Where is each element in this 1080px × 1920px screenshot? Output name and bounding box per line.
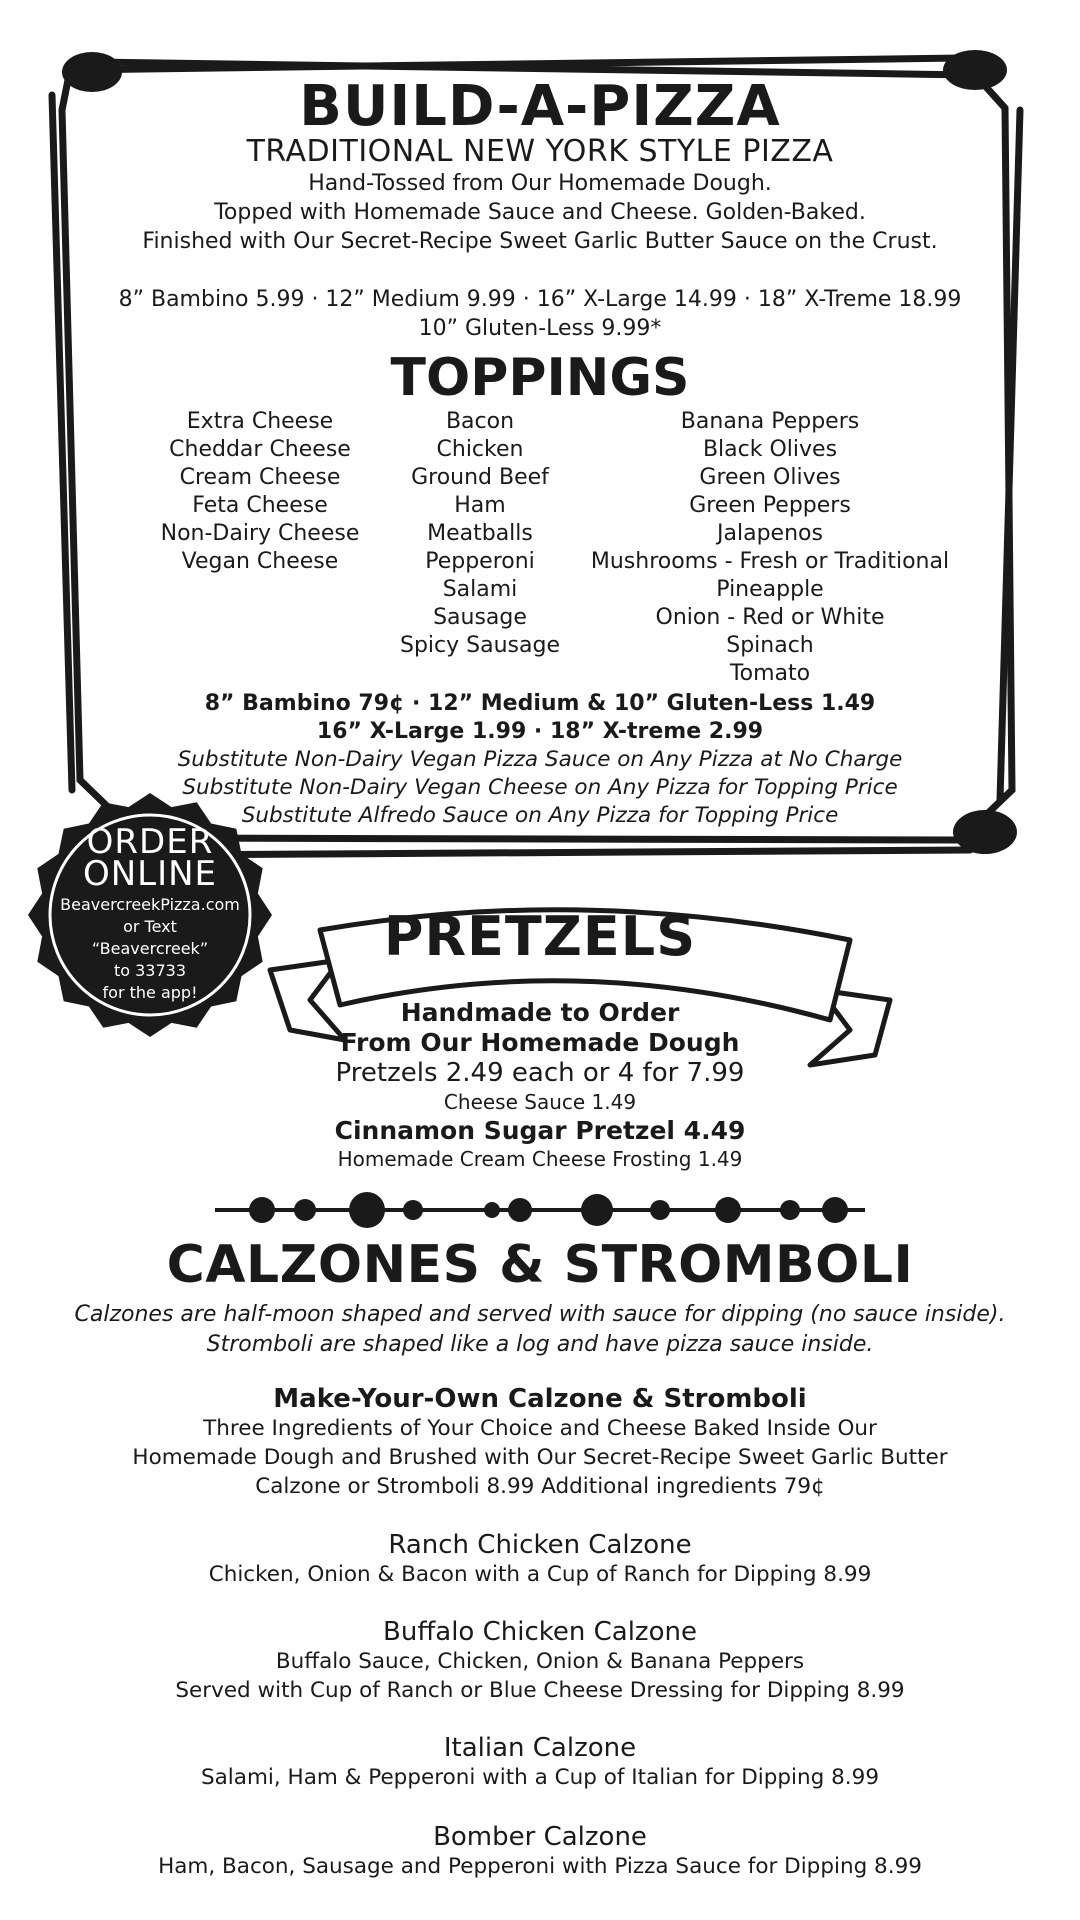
- calzone-item-name: Italian Calzone: [443, 1733, 637, 1763]
- pizza-subtitle: TRADITIONAL NEW YORK STYLE PIZZA: [246, 134, 834, 169]
- toppings-title: TOPPINGS: [390, 348, 690, 408]
- topping-item: Ground Beef: [411, 465, 549, 490]
- pretzel-line: Handmade to Order: [400, 998, 680, 1027]
- calzone-item-desc: Buffalo Sauce, Chicken, Onion & Banana Peppers: [275, 1649, 805, 1674]
- pizza-title: BUILD-A-PIZZA: [299, 74, 781, 139]
- calzone-item-desc: Homemade Dough and Brushed with Our Secret-Recipe Sweet Garlic Butter: [132, 1445, 948, 1470]
- calzone-item-bomber: [0, 1822, 1080, 1881]
- badge-keyword: “Beavercreek”: [91, 939, 209, 958]
- pretzels-title: PRETZELS: [383, 905, 697, 968]
- topping-item: Pineapple: [716, 577, 824, 602]
- calzone-item-italian: [0, 1733, 1080, 1792]
- pizza-sizes-line: 8” Bambino 5.99 · 12” Medium 9.99 · 16” X-Large 14.99 · 18” X-Treme 18.99: [118, 287, 962, 312]
- topping-item: Feta Cheese: [192, 493, 328, 518]
- toppings-meat-column: [380, 408, 580, 660]
- topping-prices: [0, 690, 1080, 746]
- topping-item: Spicy Sausage: [400, 633, 560, 658]
- topping-item: Extra Cheese: [186, 409, 334, 434]
- topping-item: Sausage: [433, 605, 527, 630]
- topping-item: Jalapenos: [717, 521, 823, 546]
- pizza-desc-line: Finished with Our Secret-Recipe Sweet Garlic Butter Sauce on the Crust.: [142, 229, 938, 254]
- toppings-veggie-column: [580, 408, 960, 688]
- topping-item: Ham: [454, 493, 506, 518]
- badge-online: ONLINE: [82, 854, 218, 894]
- topping-price-line: 8” Bambino 79¢ · 12” Medium & 10” Gluten-Less 1.49: [204, 691, 876, 716]
- badge-website[interactable]: BeavercreekPizza.com: [60, 895, 240, 914]
- pizza-desc-line: Hand-Tossed from Our Homemade Dough.: [308, 171, 772, 196]
- topping-item: Cheddar Cheese: [169, 437, 351, 462]
- calzone-item-desc: Three Ingredients of Your Choice and Cheese Baked Inside Our: [203, 1416, 877, 1441]
- calzone-item-buffalo-chicken: [0, 1617, 1080, 1705]
- topping-item: Mushrooms - Fresh or Traditional: [590, 549, 950, 574]
- calzones-intro-line: Stromboli are shaped like a log and have pizza sauce inside.: [206, 1332, 874, 1357]
- calzone-item-desc: Salami, Ham & Pepperoni with a Cup of Italian for Dipping 8.99: [200, 1765, 880, 1790]
- calzone-item-desc: Served with Cup of Ranch or Blue Cheese Dressing for Dipping 8.99: [175, 1678, 905, 1703]
- pretzel-price: Pretzels 2.49 each or 4 for 7.99: [335, 1058, 745, 1088]
- calzone-item-name: Make-Your-Own Calzone & Stromboli: [273, 1384, 807, 1414]
- pretzel-frosting: Homemade Cream Cheese Frosting 1.49: [337, 1147, 743, 1171]
- pizza-gluten-less: 10” Gluten-Less 9.99*: [418, 316, 662, 341]
- calzone-item-name: Buffalo Chicken Calzone: [383, 1617, 697, 1647]
- badge-or-text: or Text: [123, 917, 177, 936]
- calzone-item-name: Bomber Calzone: [433, 1822, 647, 1852]
- topping-item: Black Olives: [702, 437, 838, 462]
- calzone-item-desc: Ham, Bacon, Sausage and Pepperoni with Pizza Sauce for Dipping 8.99: [158, 1854, 922, 1879]
- topping-item: Onion - Red or White: [655, 605, 885, 630]
- calzone-item-make-your-own: [0, 1384, 1080, 1501]
- calzone-item-desc: Calzone or Stromboli 8.99 Additional ingredients 79¢: [255, 1474, 825, 1499]
- topping-item: Non-Dairy Cheese: [160, 521, 360, 546]
- calzone-item-ranch-chicken: [0, 1530, 1080, 1589]
- topping-item: Salami: [442, 577, 518, 602]
- badge-number: to 33733: [113, 961, 187, 980]
- topping-item: Meatballs: [427, 521, 533, 546]
- topping-item: Banana Peppers: [680, 409, 860, 434]
- badge-app: for the app!: [102, 983, 198, 1002]
- topping-item: Vegan Cheese: [181, 549, 339, 574]
- calzones-intro-line: Calzones are half-moon shaped and served with sauce for dipping (no sauce inside).: [74, 1302, 1006, 1327]
- topping-item: Green Olives: [699, 465, 841, 490]
- badge-order: ORDER: [86, 822, 214, 862]
- dotted-divider: [210, 1185, 870, 1235]
- pizza-description: [0, 169, 1080, 256]
- substitution-line: Substitute Non-Dairy Vegan Cheese on Any Pizza for Topping Price: [182, 775, 898, 800]
- topping-item: Tomato: [729, 661, 811, 686]
- pretzel-cheese-sauce: Cheese Sauce 1.49: [443, 1090, 637, 1114]
- calzone-item-name: Ranch Chicken Calzone: [388, 1530, 692, 1560]
- topping-item: Bacon: [445, 409, 515, 434]
- calzone-item-desc: Chicken, Onion & Bacon with a Cup of Ranch for Dipping 8.99: [208, 1562, 872, 1587]
- substitution-line: Substitute Non-Dairy Vegan Pizza Sauce on Any Pizza at No Charge: [177, 747, 903, 772]
- toppings-cheese-column: [140, 408, 380, 576]
- pretzel-line: From Our Homemade Dough: [340, 1028, 740, 1057]
- topping-price-line: 16” X-Large 1.99 · 18” X-treme 2.99: [316, 719, 764, 744]
- pretzels-details: [240, 998, 840, 1173]
- topping-item: Chicken: [436, 437, 524, 462]
- topping-item: Cream Cheese: [179, 465, 341, 490]
- topping-item: Green Peppers: [689, 493, 851, 518]
- pizza-sizes: [0, 285, 1080, 343]
- substitution-line: Substitute Alfredo Sauce on Any Pizza for Topping Price: [241, 803, 839, 828]
- topping-item: Spinach: [726, 633, 814, 658]
- pizza-desc-line: Topped with Homemade Sauce and Cheese. Golden-Baked.: [214, 200, 866, 225]
- pretzel-cinnamon: Cinnamon Sugar Pretzel 4.49: [334, 1116, 746, 1145]
- calzones-intro: [0, 1300, 1080, 1360]
- calzones-title: CALZONES & STROMBOLI: [166, 1235, 914, 1295]
- order-online-badge[interactable]: [30, 822, 270, 1004]
- topping-item: Pepperoni: [425, 549, 535, 574]
